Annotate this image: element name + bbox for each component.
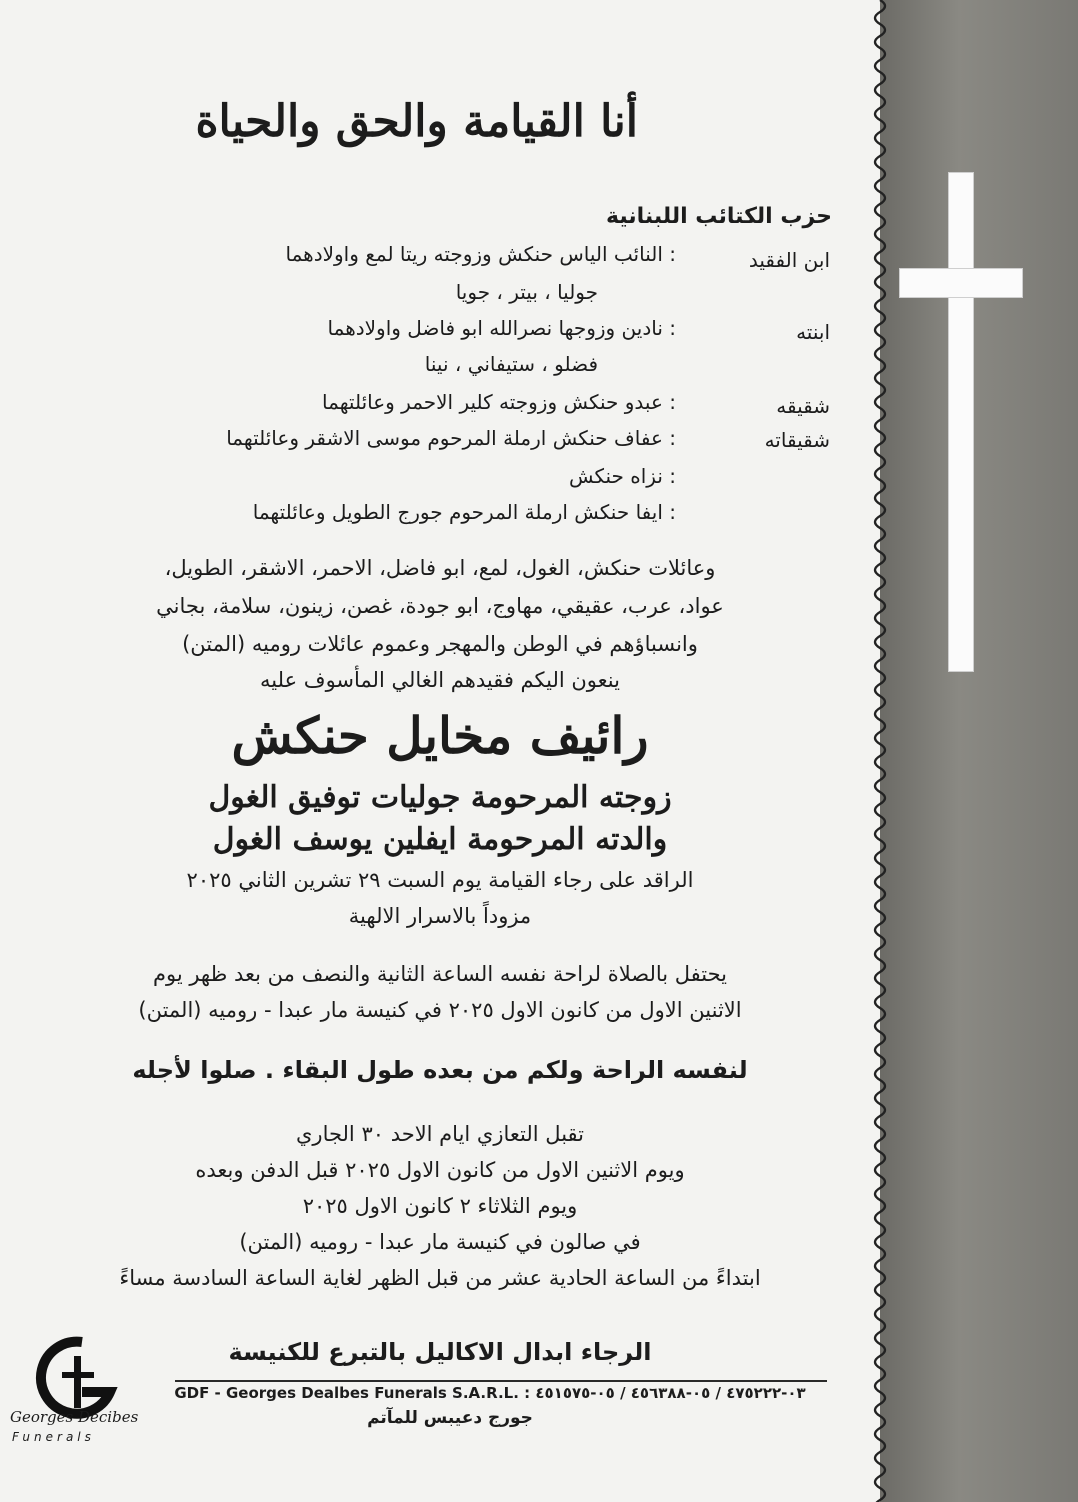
cross-bar [899, 268, 1023, 298]
relation-label-daughter: ابنته [796, 320, 830, 344]
decorative-band [880, 0, 1078, 1502]
prayer-line: لنفسه الراحة ولكم من بعده طول البقاء . صلوا لأجله [132, 1056, 748, 1084]
wife-line: زوجته المرحومة جوليات توفيق الغول [208, 780, 672, 815]
families-line: ينعون اليكم فقيدهم الغالي المأسوف عليه [260, 668, 620, 692]
logo-subtitle: Funerals [12, 1430, 95, 1444]
logo-name: Georges Decibes [10, 1408, 139, 1426]
wavy-border [866, 0, 894, 1502]
donation-line: الرجاء ابدال الاكاليل بالتبرع للكنيسة [228, 1338, 652, 1366]
families-line: وانسباؤهم في الوطن والمهجر وعموم عائلات روميه (المتن) [182, 632, 698, 656]
funeral-line: يحتفل بالصلاة لراحة نفسه الساعة الثانية والنصف من بعد ظهر يوم [152, 962, 728, 986]
families-line: عواد، عرب، عقيقي، مهاوج، ابو جودة، غصن، زينون، سلامة، بجاني [156, 594, 724, 618]
footer-divider [175, 1380, 827, 1382]
relation-label-son: ابن الفقيد [748, 248, 830, 272]
relation-label-brother: شقيقه [776, 394, 830, 418]
party-name: حزب الكتائب اللبنانية [606, 204, 832, 229]
condolence-line: ويوم الثلاثاء ٢ كانون الاول ٢٠٢٥ [302, 1194, 578, 1218]
deceased-name: رائيف مخايل حنكش [231, 706, 649, 765]
relation-line: : نادين وزوجها نصرالله ابو فاضل واولادهما [327, 316, 676, 340]
death-line: مزوداً بالاسرار الالهية [348, 904, 532, 928]
condolence-line: ابتداءً من الساعة الحادية عشر من قبل الظهر لغاية الساعة السادسة مساءً [119, 1266, 761, 1290]
funeral-line: الاثنين الاول من كانون الاول ٢٠٢٥ في كنيسة مار عبدا - روميه (المتن) [138, 998, 742, 1022]
relation-line: فضلو ، ستيفاني ، نينا [424, 352, 598, 376]
relation-line: : النائب الياس حنكش وزوجته ريتا لمع واولادهما [285, 242, 676, 266]
relation-label-sisters: شقيقاته [764, 428, 830, 452]
relation-line: جوليا ، بيتر ، جويا [455, 280, 598, 304]
condolence-line: في صالون في كنيسة مار عبدا - روميه (المتن) [239, 1230, 641, 1254]
death-line: الراقد على رجاء القيامة يوم السبت ٢٩ تشرين الثاني ٢٠٢٥ [186, 868, 694, 892]
page-heading: أنا القيامة والحق والحياة [195, 96, 638, 147]
relation-line: : نزاه حنكش [568, 464, 676, 488]
company-line: GDF - Georges Dealbes Funerals S.A.R.L. : ٠٣-٤٧٥٢٢٢ / ٠٥-٤٥٦٣٨٨ / ٠٥-٤٥١٥٧٥ [174, 1384, 806, 1402]
company-arabic-name: جورج دعيبس للمآتم [367, 1408, 533, 1428]
mother-line: والدته المرحومة ايفلين يوسف الغول [212, 822, 668, 857]
relation-line: : عفاف حنكش ارملة المرحوم موسى الاشقر وعائلتهما [226, 426, 676, 450]
relation-line: : عبدو حنكش وزوجته كلير الاحمر وعائلتهما [322, 390, 676, 414]
condolence-line: تقبل التعازي ايام الاحد ٣٠ الجاري [296, 1122, 584, 1146]
relation-line: : ايفا حنكش ارملة المرحوم جورج الطويل وعائلتهما [252, 500, 676, 524]
families-line: وعائلات حنكش، الغول، لمع، ابو فاضل، الاحمر، الاشقر، الطويل، [164, 556, 716, 580]
condolence-line: ويوم الاثنين الاول من كانون الاول ٢٠٢٥ قبل الدفن وبعده [195, 1158, 685, 1182]
cross-icon [948, 172, 974, 672]
